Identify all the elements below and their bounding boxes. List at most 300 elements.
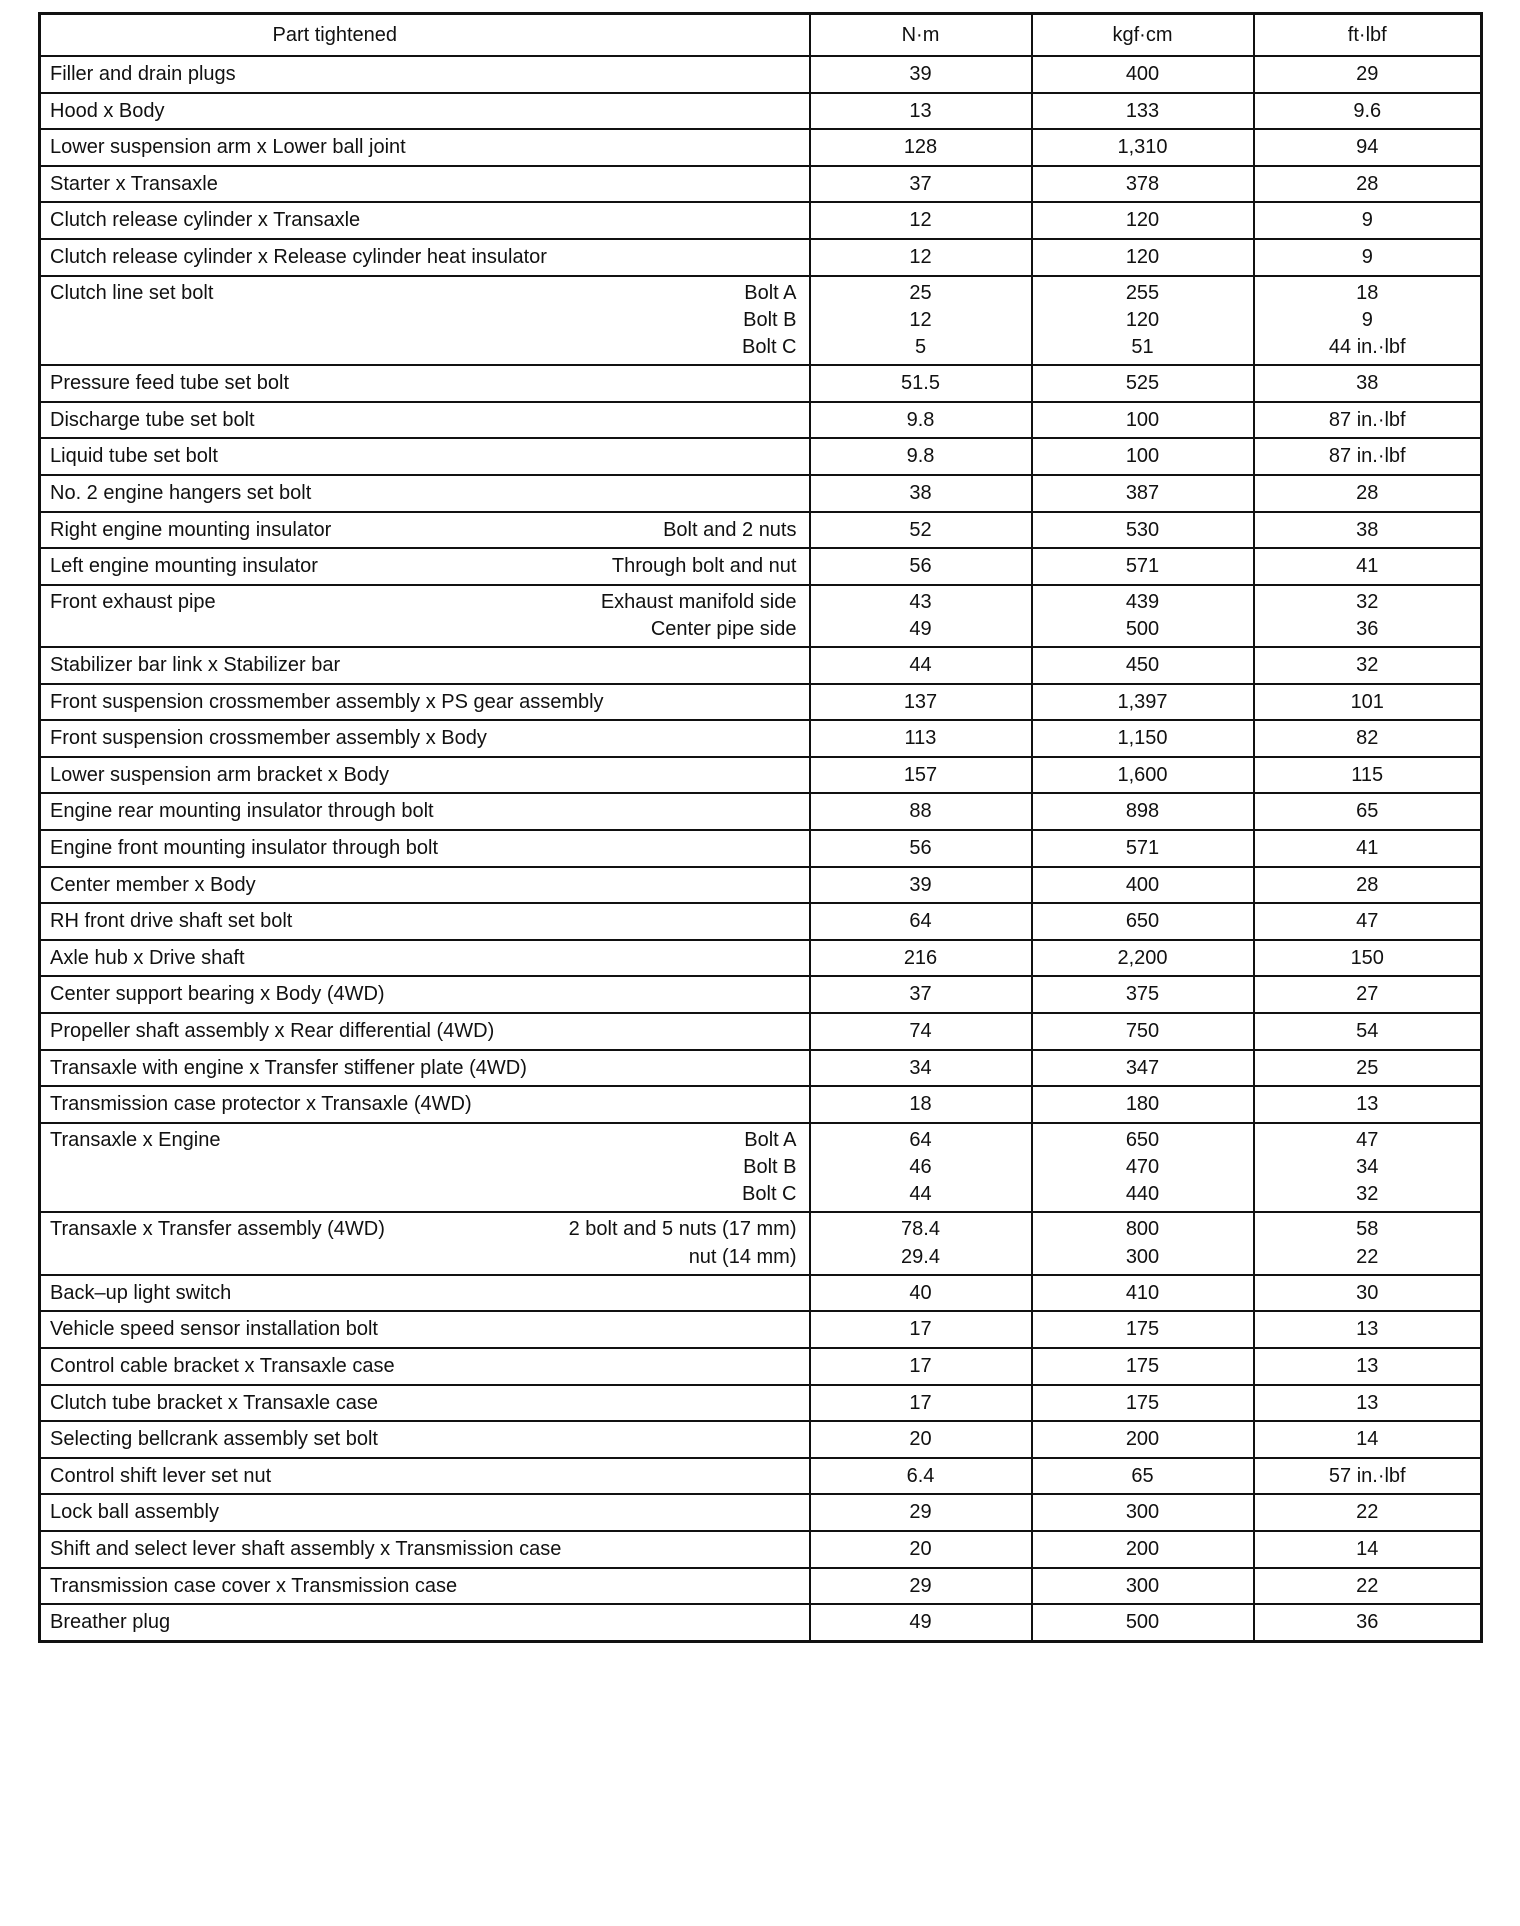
part-cell xyxy=(40,276,810,366)
value-nm: 37 xyxy=(909,983,932,1006)
value-ft-lbf: 9 xyxy=(1361,308,1373,331)
value-ft-lbf-cell xyxy=(1254,548,1482,585)
part-name: No. 2 engine hangers set bolt xyxy=(50,481,312,504)
value-ft-lbf-cell xyxy=(1254,1013,1482,1050)
value-kgf-cm-cell xyxy=(1032,976,1254,1013)
part-name: Center support bearing x Body (4WD) xyxy=(50,983,385,1006)
part-cell xyxy=(40,1311,810,1348)
value-ft-lbf-cell xyxy=(1254,475,1482,512)
part-cell xyxy=(40,166,810,203)
value-nm-cell xyxy=(810,903,1032,940)
value-kgf-cm-cell xyxy=(1032,1604,1254,1641)
value-nm-cell xyxy=(810,1123,1032,1213)
part-cell xyxy=(40,475,810,512)
part-cell xyxy=(40,1013,810,1050)
value-ft-lbf: 29 xyxy=(1356,63,1379,85)
value-kgf-cm-cell xyxy=(1032,1123,1254,1213)
value-kgf-cm: 470 xyxy=(1125,1156,1160,1179)
value-ft-lbf-cell xyxy=(1254,976,1482,1013)
value-nm: 39 xyxy=(909,873,932,896)
value-ft-lbf-cell xyxy=(1254,720,1482,757)
value-nm-cell xyxy=(810,1494,1032,1531)
value-nm-cell xyxy=(810,684,1032,721)
part-name: Front suspension crossmember assembly x Body xyxy=(50,727,487,750)
value-ft-lbf: 41 xyxy=(1356,837,1379,860)
value-nm-cell xyxy=(810,202,1032,239)
value-ft-lbf-cell xyxy=(1254,1348,1482,1385)
value-kgf-cm-cell xyxy=(1032,239,1254,276)
part-cell xyxy=(40,56,810,93)
value-ft-lbf-cell xyxy=(1254,1275,1482,1312)
part-name: Shift and select lever shaft assembly x Transmission case xyxy=(50,1537,562,1560)
part-name: Right engine mounting insulator xyxy=(50,518,332,541)
value-ft-lbf-cell xyxy=(1254,1568,1482,1605)
table-row xyxy=(40,1458,1482,1495)
value-nm: 137 xyxy=(903,690,938,713)
value-kgf-cm: 120 xyxy=(1125,245,1160,268)
value-ft-lbf: 150 xyxy=(1350,946,1384,969)
value-ft-lbf-cell xyxy=(1254,1531,1482,1568)
value-ft-lbf: 41 xyxy=(1356,555,1379,578)
part-variant: nut (14 mm) xyxy=(688,1245,797,1268)
part-name: Liquid tube set bolt xyxy=(50,445,218,468)
value-ft-lbf-cell xyxy=(1254,867,1482,904)
value-ft-lbf: 13 xyxy=(1356,1355,1379,1377)
part-cell xyxy=(40,684,810,721)
header-ft-lbf: ft·lbf xyxy=(1254,14,1482,57)
part-name: Transaxle x Transfer assembly (4WD) xyxy=(50,1218,385,1241)
part-name: Hood x Body xyxy=(50,99,165,122)
value-ft-lbf: 44 in.·lbf xyxy=(1328,335,1406,358)
value-nm-cell xyxy=(810,402,1032,439)
table-row xyxy=(40,1385,1482,1422)
value-nm: 74 xyxy=(909,1020,932,1043)
value-ft-lbf-cell xyxy=(1254,202,1482,239)
value-ft-lbf-cell xyxy=(1254,1421,1482,1458)
part-cell xyxy=(40,438,810,475)
value-nm: 78.4 xyxy=(901,1218,940,1241)
value-ft-lbf: 94 xyxy=(1356,136,1379,159)
table-row xyxy=(40,1086,1482,1123)
part-name: Clutch release cylinder x Transaxle xyxy=(50,209,361,232)
value-kgf-cm: 200 xyxy=(1125,1428,1160,1451)
part-cell xyxy=(40,1123,810,1213)
value-nm-cell xyxy=(810,1421,1032,1458)
table-row xyxy=(40,475,1482,512)
table-row xyxy=(40,1421,1482,1458)
value-kgf-cm-cell xyxy=(1032,903,1254,940)
value-nm: 49 xyxy=(909,1611,932,1634)
table-row xyxy=(40,1494,1482,1531)
value-kgf-cm: 400 xyxy=(1125,63,1160,85)
value-kgf-cm-cell xyxy=(1032,1494,1254,1531)
part-cell xyxy=(40,585,810,647)
value-ft-lbf-cell xyxy=(1254,647,1482,684)
table-row xyxy=(40,1568,1482,1605)
value-ft-lbf-cell xyxy=(1254,512,1482,549)
value-ft-lbf: 54 xyxy=(1356,1020,1379,1043)
value-ft-lbf: 32 xyxy=(1356,1183,1379,1206)
value-kgf-cm: 133 xyxy=(1125,99,1160,122)
value-ft-lbf: 47 xyxy=(1356,910,1379,933)
value-nm-cell xyxy=(810,1604,1032,1641)
part-cell xyxy=(40,830,810,867)
value-ft-lbf: 25 xyxy=(1356,1056,1379,1079)
value-ft-lbf-cell xyxy=(1254,1212,1482,1274)
part-cell xyxy=(40,1050,810,1087)
value-kgf-cm: 650 xyxy=(1125,1128,1160,1151)
table-row xyxy=(40,720,1482,757)
value-nm: 51.5 xyxy=(901,372,940,395)
table-body xyxy=(40,56,1482,1641)
value-nm: 13 xyxy=(909,99,932,122)
value-ft-lbf: 13 xyxy=(1356,1318,1379,1341)
value-kgf-cm: 1,600 xyxy=(1117,763,1168,786)
part-name: Stabilizer bar link x Stabilizer bar xyxy=(50,654,341,677)
part-cell xyxy=(40,1531,810,1568)
value-kgf-cm: 1,310 xyxy=(1117,136,1168,159)
value-ft-lbf: 13 xyxy=(1356,1391,1379,1414)
value-ft-lbf: 27 xyxy=(1356,983,1379,1006)
value-kgf-cm: 750 xyxy=(1125,1020,1160,1043)
value-nm-cell xyxy=(810,548,1032,585)
value-nm-cell xyxy=(810,56,1032,93)
value-ft-lbf-cell xyxy=(1254,1458,1482,1495)
value-nm-cell xyxy=(810,276,1032,366)
header-row xyxy=(40,14,1482,57)
part-cell xyxy=(40,129,810,166)
value-nm: 20 xyxy=(909,1428,932,1451)
value-ft-lbf-cell xyxy=(1254,903,1482,940)
value-ft-lbf: 101 xyxy=(1350,690,1384,713)
value-kgf-cm: 410 xyxy=(1125,1281,1160,1304)
value-kgf-cm-cell xyxy=(1032,93,1254,130)
value-nm: 12 xyxy=(909,245,932,268)
part-cell xyxy=(40,1458,810,1495)
value-ft-lbf: 47 xyxy=(1356,1128,1379,1151)
value-nm-cell xyxy=(810,867,1032,904)
part-cell xyxy=(40,402,810,439)
header-nm: N·m xyxy=(810,14,1032,57)
value-nm: 5 xyxy=(914,335,927,358)
part-name: Clutch line set bolt xyxy=(50,281,214,304)
value-kgf-cm-cell xyxy=(1032,276,1254,366)
part-name: Front suspension crossmember assembly x PS gear assembly xyxy=(50,690,604,713)
value-nm: 29 xyxy=(909,1574,932,1597)
value-ft-lbf-cell xyxy=(1254,93,1482,130)
value-ft-lbf: 9.6 xyxy=(1353,99,1382,122)
value-kgf-cm: 571 xyxy=(1125,555,1160,578)
value-ft-lbf: 82 xyxy=(1356,727,1379,750)
part-variant: 2 bolt and 5 nuts (17 mm) xyxy=(568,1218,797,1241)
value-nm: 64 xyxy=(909,1128,932,1151)
value-kgf-cm-cell xyxy=(1032,1458,1254,1495)
value-ft-lbf: 30 xyxy=(1356,1281,1379,1304)
table-row xyxy=(40,1212,1482,1274)
table-row xyxy=(40,548,1482,585)
value-nm-cell xyxy=(810,512,1032,549)
part-name: Engine front mounting insulator through bolt xyxy=(50,837,439,860)
value-kgf-cm: 300 xyxy=(1125,1574,1160,1597)
value-kgf-cm-cell xyxy=(1032,647,1254,684)
value-ft-lbf: 13 xyxy=(1356,1093,1379,1116)
value-ft-lbf-cell xyxy=(1254,1494,1482,1531)
part-cell xyxy=(40,1494,810,1531)
value-kgf-cm: 650 xyxy=(1125,910,1160,933)
part-name: Transaxle x Engine xyxy=(50,1128,221,1151)
value-nm: 44 xyxy=(909,1183,932,1206)
value-nm-cell xyxy=(810,720,1032,757)
part-name: Axle hub x Drive shaft xyxy=(50,946,245,969)
value-nm: 49 xyxy=(909,617,932,640)
part-cell xyxy=(40,365,810,402)
part-variant: Bolt B xyxy=(743,308,797,331)
part-cell xyxy=(40,1212,810,1274)
value-kgf-cm-cell xyxy=(1032,1275,1254,1312)
value-ft-lbf: 14 xyxy=(1356,1537,1379,1560)
table-row xyxy=(40,940,1482,977)
value-kgf-cm: 378 xyxy=(1125,172,1160,195)
value-kgf-cm: 400 xyxy=(1125,873,1160,896)
value-nm-cell xyxy=(810,93,1032,130)
value-kgf-cm: 1,397 xyxy=(1117,690,1168,713)
value-ft-lbf: 57 in.·lbf xyxy=(1328,1464,1406,1487)
table-row xyxy=(40,976,1482,1013)
part-cell xyxy=(40,512,810,549)
value-kgf-cm-cell xyxy=(1032,1212,1254,1274)
part-cell xyxy=(40,1568,810,1605)
value-ft-lbf: 58 xyxy=(1356,1218,1379,1241)
part-name: Engine rear mounting insulator through bolt xyxy=(50,800,434,823)
value-kgf-cm-cell xyxy=(1032,402,1254,439)
part-cell xyxy=(40,940,810,977)
part-cell xyxy=(40,903,810,940)
part-variant: Through bolt and nut xyxy=(611,555,797,578)
value-kgf-cm-cell xyxy=(1032,1531,1254,1568)
table-row xyxy=(40,684,1482,721)
value-kgf-cm-cell xyxy=(1032,202,1254,239)
value-kgf-cm: 175 xyxy=(1125,1391,1160,1414)
part-cell xyxy=(40,1086,810,1123)
table-row xyxy=(40,93,1482,130)
part-name: Filler and drain plugs xyxy=(50,63,236,85)
part-cell xyxy=(40,1348,810,1385)
value-kgf-cm: 120 xyxy=(1125,209,1160,232)
part-cell xyxy=(40,202,810,239)
table-row xyxy=(40,166,1482,203)
value-kgf-cm-cell xyxy=(1032,940,1254,977)
part-variant: Bolt C xyxy=(742,1183,797,1206)
value-nm: 157 xyxy=(903,763,938,786)
header-part-tightened: Part tightened xyxy=(40,14,810,57)
value-kgf-cm: 450 xyxy=(1125,654,1160,677)
table-row xyxy=(40,1348,1482,1385)
value-ft-lbf: 28 xyxy=(1356,873,1379,896)
value-ft-lbf: 22 xyxy=(1356,1574,1379,1597)
value-nm: 12 xyxy=(909,209,932,232)
table-row xyxy=(40,1531,1482,1568)
part-name: Discharge tube set bolt xyxy=(50,408,255,431)
part-cell xyxy=(40,93,810,130)
part-cell xyxy=(40,1604,810,1641)
value-ft-lbf: 65 xyxy=(1356,800,1379,823)
part-variant: Bolt A xyxy=(744,281,797,304)
value-kgf-cm-cell xyxy=(1032,475,1254,512)
value-kgf-cm: 1,150 xyxy=(1117,727,1168,750)
value-kgf-cm: 500 xyxy=(1125,1611,1160,1634)
value-nm-cell xyxy=(810,1212,1032,1274)
value-ft-lbf: 38 xyxy=(1356,372,1379,395)
table-row xyxy=(40,129,1482,166)
value-kgf-cm-cell xyxy=(1032,365,1254,402)
value-kgf-cm-cell xyxy=(1032,56,1254,93)
table-row xyxy=(40,757,1482,794)
value-ft-lbf-cell xyxy=(1254,585,1482,647)
table-row xyxy=(40,202,1482,239)
value-nm: 25 xyxy=(909,281,932,304)
part-variant: Exhaust manifold side xyxy=(600,590,797,613)
value-ft-lbf-cell xyxy=(1254,276,1482,366)
value-ft-lbf-cell xyxy=(1254,239,1482,276)
value-nm: 29 xyxy=(909,1501,932,1524)
value-nm-cell xyxy=(810,1348,1032,1385)
value-nm: 46 xyxy=(909,1156,932,1179)
value-kgf-cm-cell xyxy=(1032,1013,1254,1050)
value-nm-cell xyxy=(810,438,1032,475)
table-row xyxy=(40,1604,1482,1641)
value-nm: 52 xyxy=(909,518,932,541)
torque-spec-sheet xyxy=(38,12,1483,1643)
value-nm: 88 xyxy=(909,800,932,823)
part-name: Center member x Body xyxy=(50,873,256,896)
value-nm-cell xyxy=(810,976,1032,1013)
part-name: Pressure feed tube set bolt xyxy=(50,372,290,395)
value-ft-lbf: 28 xyxy=(1356,172,1379,195)
part-variant: Bolt A xyxy=(744,1128,797,1151)
value-ft-lbf: 22 xyxy=(1356,1245,1379,1268)
table-row xyxy=(40,647,1482,684)
part-cell xyxy=(40,757,810,794)
part-cell xyxy=(40,1275,810,1312)
value-kgf-cm-cell xyxy=(1032,1311,1254,1348)
value-nm-cell xyxy=(810,1275,1032,1312)
table-row xyxy=(40,512,1482,549)
value-nm: 18 xyxy=(909,1093,932,1116)
value-nm-cell xyxy=(810,793,1032,830)
value-ft-lbf-cell xyxy=(1254,940,1482,977)
value-ft-lbf-cell xyxy=(1254,793,1482,830)
part-name: Lock ball assembly xyxy=(50,1501,219,1524)
value-ft-lbf: 14 xyxy=(1356,1428,1379,1451)
value-nm-cell xyxy=(810,1385,1032,1422)
value-nm-cell xyxy=(810,1531,1032,1568)
table-row xyxy=(40,239,1482,276)
value-ft-lbf: 87 in.·lbf xyxy=(1328,445,1406,468)
part-name: Left engine mounting insulator xyxy=(50,555,318,578)
table-row xyxy=(40,867,1482,904)
value-nm: 34 xyxy=(909,1056,932,1079)
table-row xyxy=(40,365,1482,402)
part-variant: Bolt C xyxy=(742,335,797,358)
value-kgf-cm: 898 xyxy=(1125,800,1160,823)
part-cell xyxy=(40,867,810,904)
table-row xyxy=(40,56,1482,93)
part-name: Breather plug xyxy=(50,1611,171,1634)
part-variant: Bolt B xyxy=(743,1156,797,1179)
table-row xyxy=(40,793,1482,830)
table-row xyxy=(40,1050,1482,1087)
value-kgf-cm-cell xyxy=(1032,1086,1254,1123)
value-kgf-cm-cell xyxy=(1032,830,1254,867)
value-ft-lbf-cell xyxy=(1254,1604,1482,1641)
value-kgf-cm: 800 xyxy=(1125,1218,1160,1241)
value-nm-cell xyxy=(810,1013,1032,1050)
value-ft-lbf-cell xyxy=(1254,402,1482,439)
value-nm: 39 xyxy=(909,63,932,85)
table-row xyxy=(40,830,1482,867)
value-kgf-cm-cell xyxy=(1032,720,1254,757)
part-name: Lower suspension arm x Lower ball joint xyxy=(50,136,406,159)
value-ft-lbf-cell xyxy=(1254,757,1482,794)
value-kgf-cm: 51 xyxy=(1131,335,1154,358)
value-nm-cell xyxy=(810,1050,1032,1087)
value-nm: 29.4 xyxy=(901,1245,940,1268)
value-kgf-cm-cell xyxy=(1032,1348,1254,1385)
part-cell xyxy=(40,239,810,276)
value-ft-lbf: 38 xyxy=(1356,518,1379,541)
part-name: Transaxle with engine x Transfer stiffener plate (4WD) xyxy=(50,1056,527,1079)
value-nm-cell xyxy=(810,1568,1032,1605)
value-nm-cell xyxy=(810,129,1032,166)
value-nm: 17 xyxy=(909,1391,932,1414)
value-nm-cell xyxy=(810,166,1032,203)
value-kgf-cm: 100 xyxy=(1125,408,1160,431)
value-ft-lbf-cell xyxy=(1254,166,1482,203)
value-nm: 56 xyxy=(909,555,932,578)
value-nm-cell xyxy=(810,585,1032,647)
part-name: RH front drive shaft set bolt xyxy=(50,910,293,933)
table-row xyxy=(40,438,1482,475)
part-name: Control shift lever set nut xyxy=(50,1464,272,1487)
value-kgf-cm-cell xyxy=(1032,438,1254,475)
value-kgf-cm: 525 xyxy=(1125,372,1160,395)
value-kgf-cm: 375 xyxy=(1125,983,1160,1006)
part-name: Starter x Transaxle xyxy=(50,172,218,195)
value-nm: 64 xyxy=(909,910,932,933)
value-ft-lbf-cell xyxy=(1254,1050,1482,1087)
value-kgf-cm: 440 xyxy=(1125,1183,1160,1206)
value-nm: 38 xyxy=(909,481,932,504)
value-nm-cell xyxy=(810,830,1032,867)
value-ft-lbf: 32 xyxy=(1356,654,1379,677)
value-nm: 12 xyxy=(909,308,932,331)
value-nm: 113 xyxy=(904,727,937,750)
value-kgf-cm: 387 xyxy=(1125,481,1160,504)
part-cell xyxy=(40,720,810,757)
value-ft-lbf-cell xyxy=(1254,830,1482,867)
part-name: Control cable bracket x Transaxle case xyxy=(50,1355,395,1377)
value-nm-cell xyxy=(810,475,1032,512)
value-kgf-cm: 439 xyxy=(1125,590,1160,613)
table-row xyxy=(40,585,1482,647)
value-nm-cell xyxy=(810,365,1032,402)
value-ft-lbf: 36 xyxy=(1356,617,1379,640)
value-ft-lbf: 87 in.·lbf xyxy=(1328,408,1406,431)
value-kgf-cm-cell xyxy=(1032,793,1254,830)
value-nm-cell xyxy=(810,940,1032,977)
table-row xyxy=(40,1275,1482,1312)
value-nm-cell xyxy=(810,1458,1032,1495)
